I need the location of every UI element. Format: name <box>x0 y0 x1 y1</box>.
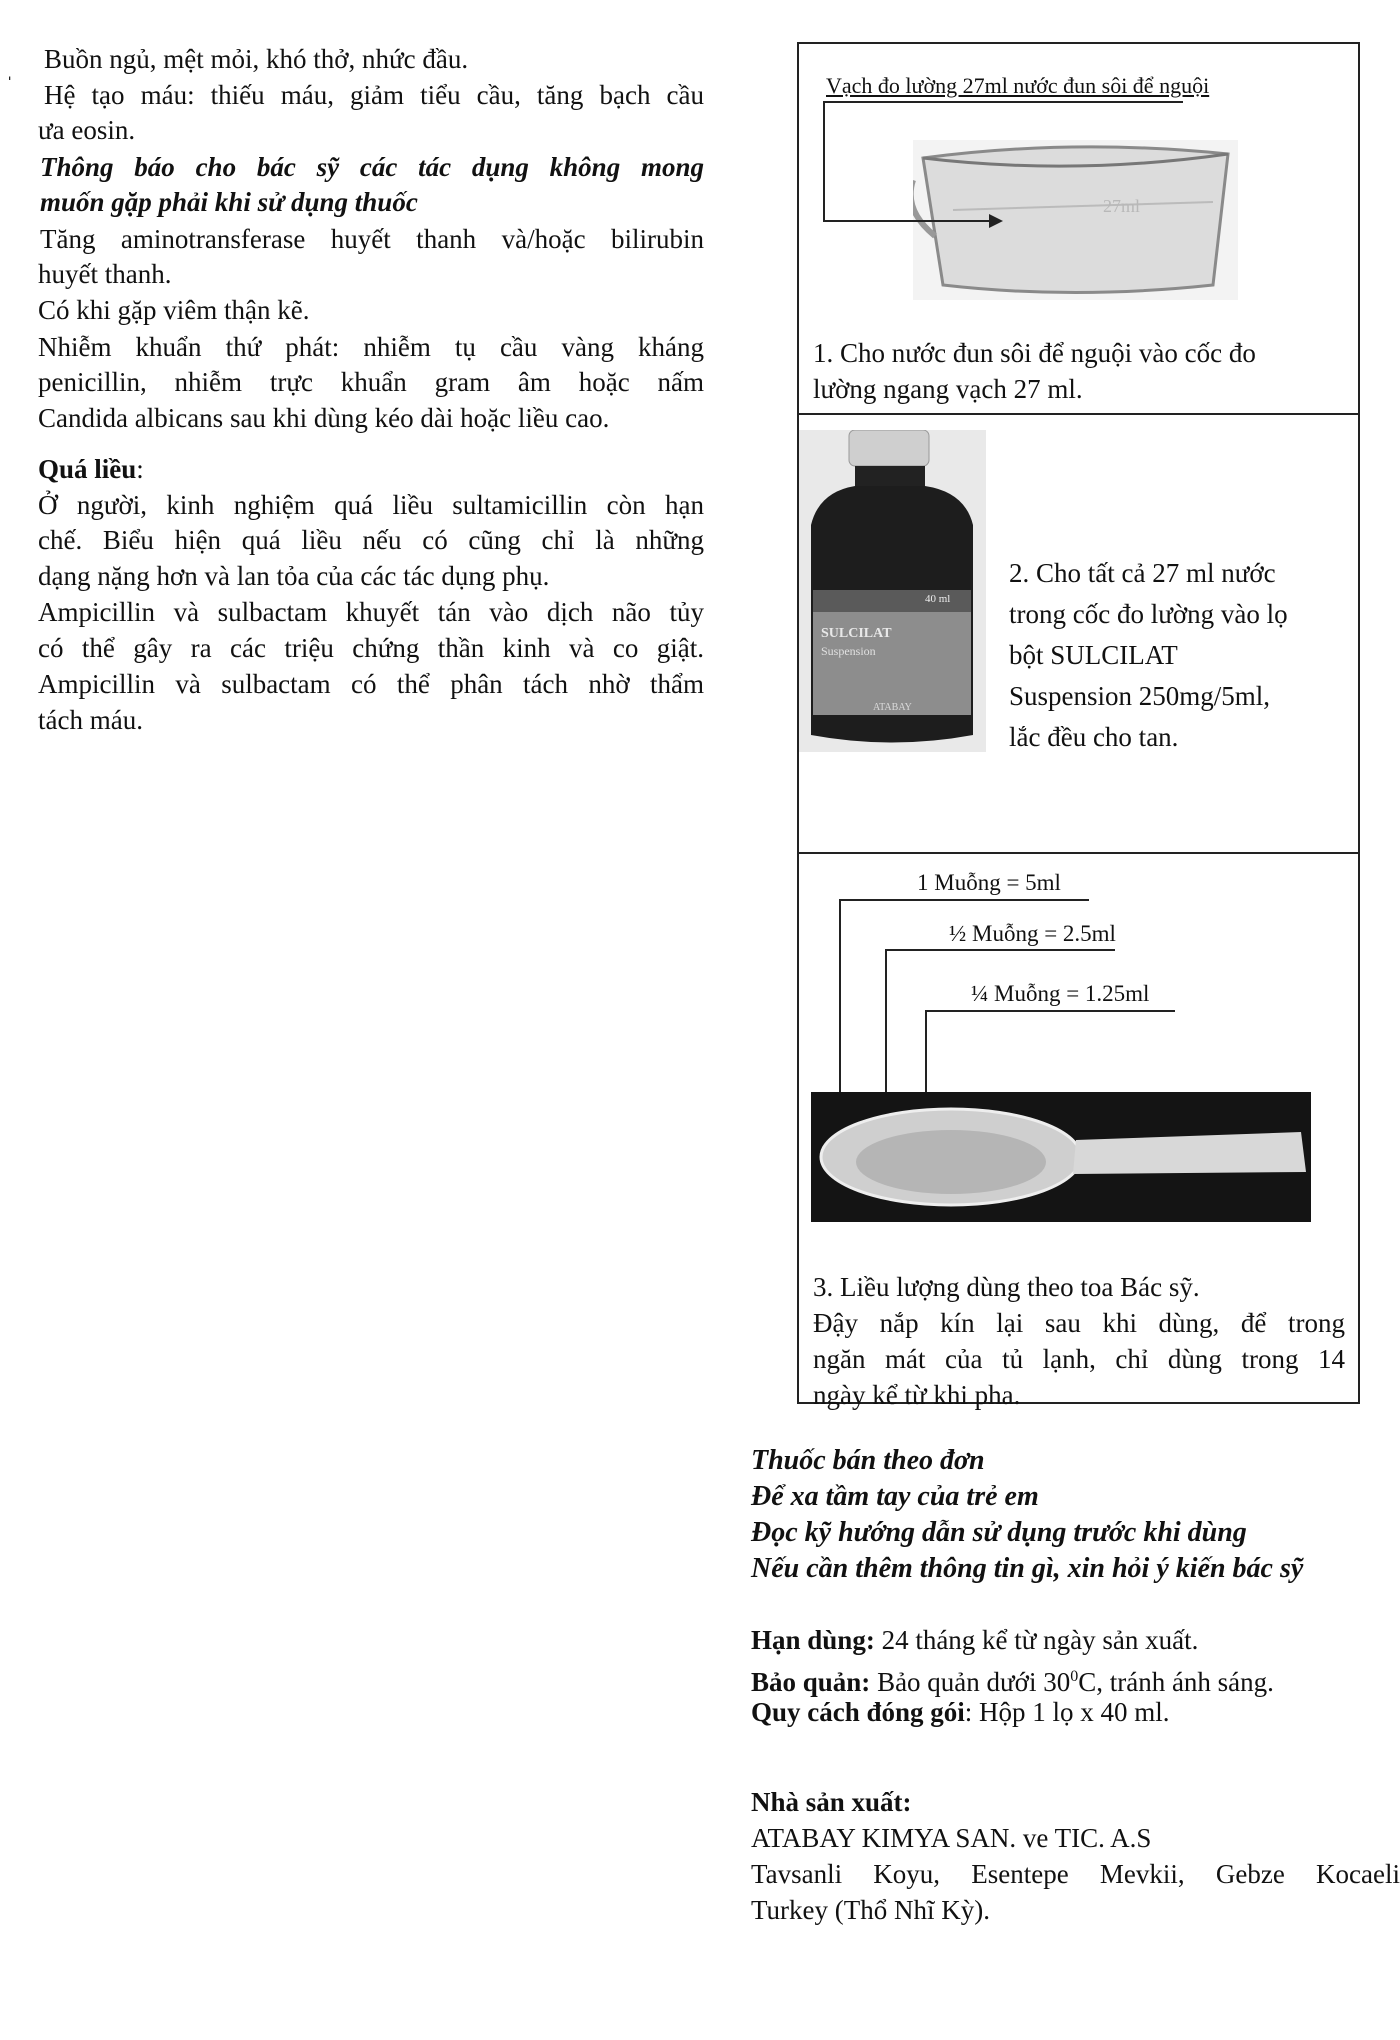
warning-line: Để xa tầm tay của trẻ em <box>751 1481 1039 1512</box>
spoon-pointer-line <box>885 949 1115 951</box>
lab-effect-line: Có khi gặp viêm thận kẽ. <box>38 295 310 325</box>
manufacturer-name: ATABAY KIMYA SAN. ve TIC. A.S <box>751 1823 1152 1853</box>
spoon-quarter-label: ¼ Muỗng = 1.25ml <box>971 981 1150 1006</box>
packaging-line <box>751 1695 1170 1730</box>
spoon-full-label: 1 Muỗng = 5ml <box>917 870 1061 895</box>
side-effect-line: Buồn ngủ, mệt mỏi, khó thở, nhức đầu. <box>44 44 469 74</box>
step2-text: bột SULCILAT <box>1009 640 1178 670</box>
measuring-spoon-image <box>811 1092 1311 1222</box>
doctor-notice-heading: Thông báo cho bác sỹ các tác dụng không mong <box>40 152 704 182</box>
storage-value-end: C, tránh ánh sáng. <box>1078 1667 1274 1697</box>
section-divider <box>799 413 1358 415</box>
step1-text: 1. Cho nước đun sôi để nguội vào cốc đo <box>813 338 1256 368</box>
lab-effect-line: Tăng aminotransferase huyết thanh và/hoặc bilirubin <box>40 224 704 254</box>
storage-degree: 0 <box>1070 1668 1079 1685</box>
bottle-brand-label: SULCILAT <box>821 626 892 641</box>
manufacturer-address: Tavsanli Koyu, Esentepe Mevkii, Gebze Kocaeli <box>751 1859 1400 1889</box>
overdose-line: chế. Biểu hiện quá liều nếu có cũng chỉ là những <box>38 525 704 555</box>
warning-line: Nếu cần thêm thông tin gì, xin hỏi ý kiến bác sỹ <box>751 1553 1304 1584</box>
left-column <box>0 0 720 760</box>
infection-line: Candida albicans sau khi dùng kéo dài hoặc liều cao. <box>38 403 610 433</box>
bottle-volume-label: 40 ml <box>925 593 951 605</box>
step2-text: 2. Cho tất cả 27 ml nước <box>1009 558 1276 588</box>
cup-arrow-line <box>823 220 993 222</box>
overdose-heading <box>38 452 144 487</box>
section-divider <box>799 852 1358 854</box>
step2-text: Suspension 250mg/5ml, <box>1009 681 1271 711</box>
spoon-half-label: ½ Muỗng = 2.5ml <box>949 921 1116 946</box>
infection-line: Nhiễm khuẩn thứ phát: nhiễm tụ cầu vàng kháng <box>38 332 704 362</box>
overdose-colon: : <box>136 454 144 484</box>
warning-line: Đọc kỹ hướng dẫn sử dụng trước khi dùng <box>751 1517 1247 1548</box>
packaging-value: : Hộp 1 lọ x 40 ml. <box>964 1697 1170 1727</box>
manufacturer-label: Nhà sản xuất: <box>751 1787 912 1817</box>
cup-pointer-line <box>823 102 825 222</box>
shelf-life-value: 24 tháng kể từ ngày sản xuất. <box>874 1625 1199 1655</box>
bottle-maker-label: ATABAY <box>873 702 912 713</box>
step2-text: trong cốc đo lường vào lọ <box>1009 599 1288 629</box>
shelf-life-line <box>751 1623 1198 1658</box>
infection-line: penicillin, nhiễm trực khuẩn gram âm hoặc nấm <box>38 367 704 397</box>
step2-text: lắc đều cho tan. <box>1009 722 1179 752</box>
measuring-spoon-photo <box>811 1092 1311 1222</box>
side-effect-line: Hệ tạo máu: thiếu máu, giảm tiểu cầu, tăng bạch cầu <box>44 80 704 110</box>
manufacturer-country: Turkey (Thổ Nhĩ Kỳ). <box>751 1895 990 1925</box>
storage-line <box>751 1659 1274 1700</box>
preparation-instructions-box <box>797 42 1360 1410</box>
warning-line: Thuốc bán theo đơn <box>751 1445 985 1476</box>
overdose-line: dạng nặng hơn và lan tỏa của các tác dụng phụ. <box>38 561 550 591</box>
step1-text: lường ngang vạch 27 ml. <box>813 374 1083 404</box>
bottle-sub-label: Suspension <box>821 644 876 658</box>
bottle-photo <box>799 430 986 752</box>
cup-pointer-line <box>823 101 1183 103</box>
step3-text: ngày kể từ khi pha. <box>813 1380 1021 1410</box>
spoon-pointer-line <box>839 899 1089 901</box>
cup-measure-label: Vạch đo lường 27ml nước đun sôi để nguội <box>826 73 1210 98</box>
storage-value: Bảo quản dưới 30 <box>870 1667 1071 1697</box>
cup-arrow-head <box>989 214 1003 228</box>
spoon-pointer-line <box>839 899 841 1124</box>
spoon-pointer-line <box>925 1010 1175 1012</box>
shelf-life-label: Hạn dùng: <box>751 1625 875 1655</box>
cup-mark-text: 27ml <box>1103 196 1141 216</box>
doctor-notice-heading: muốn gặp phải khi sử dụng thuốc <box>40 187 418 217</box>
overdose-line: Ampicillin và sulbactam có thể phân tách nhờ thẩm <box>38 669 704 699</box>
overdose-line: Ở người, kinh nghiệm quá liều sultamicillin còn hạn <box>38 490 704 520</box>
lab-effect-line: huyết thanh. <box>38 259 172 289</box>
overdose-line: tách máu. <box>38 705 143 735</box>
packaging-label: Quy cách đóng gói <box>751 1697 965 1727</box>
step3-text: 3. Liều lượng dùng theo toa Bác sỹ. <box>813 1272 1200 1302</box>
side-effect-line: ưa eosin. <box>38 115 136 145</box>
overdose-line: có thể gây ra các triệu chứng thần kinh và co giật. <box>38 633 704 663</box>
margin-mark: ˌ <box>6 55 14 80</box>
step3-text: Đậy nắp kín lại sau khi dùng, để trong <box>813 1308 1345 1338</box>
overdose-title: Quá liều <box>38 454 137 484</box>
overdose-line: Ampicillin và sulbactam khuyết tán vào dịch não tủy <box>38 597 704 627</box>
storage-label: Bảo quản: <box>751 1667 871 1697</box>
step3-text: ngăn mát của tủ lạnh, chỉ dùng trong 14 <box>813 1344 1345 1374</box>
